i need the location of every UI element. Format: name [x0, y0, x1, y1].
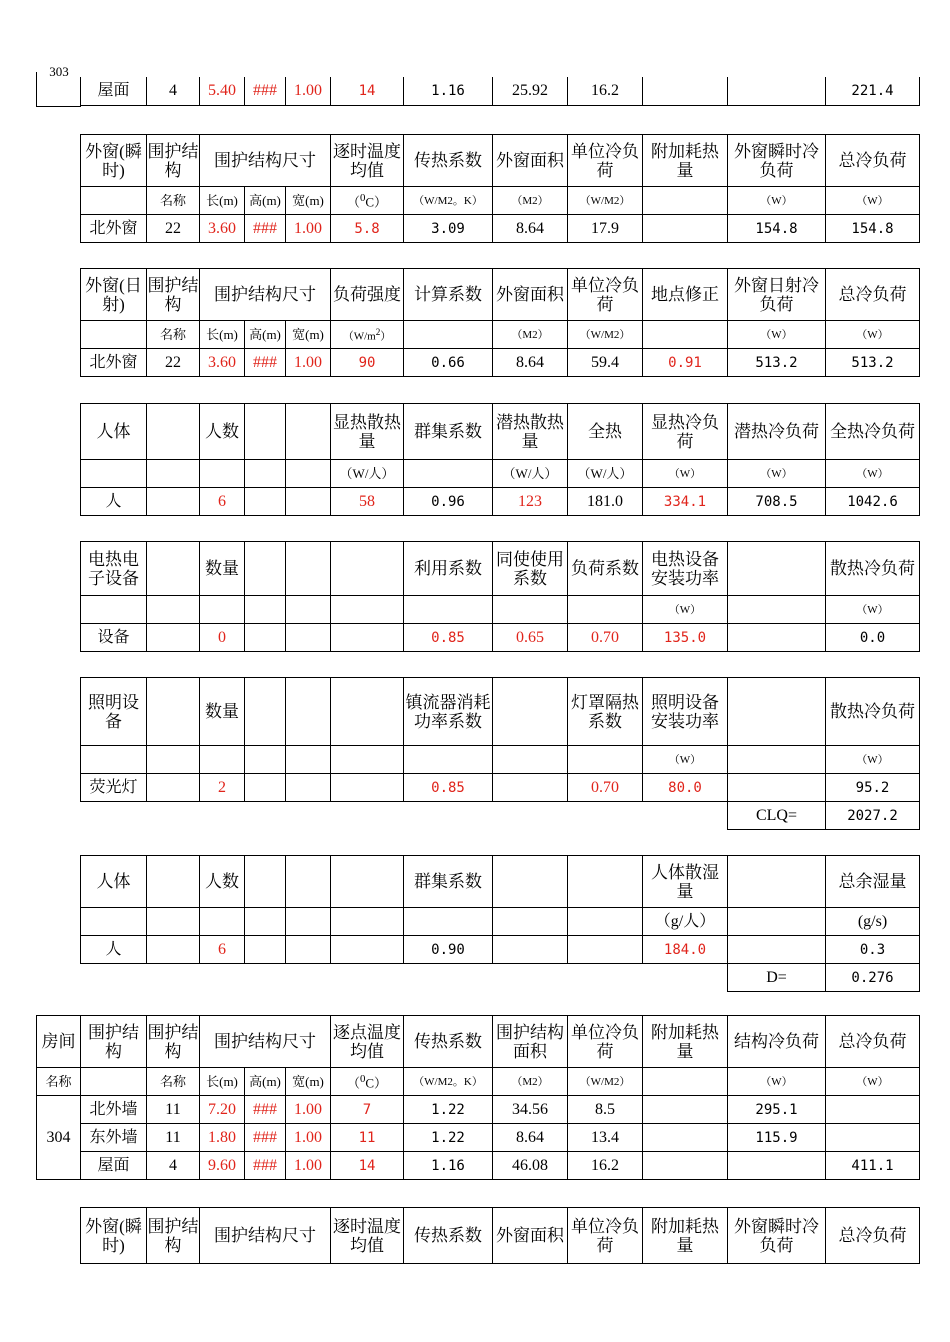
unit-cooling-load: 16.2	[568, 77, 643, 105]
header-load-intensity: 负荷强度	[331, 269, 404, 321]
window-instant-load: 154.8	[728, 215, 826, 243]
structure-code: 4	[147, 1152, 200, 1180]
unit-temperature: （$^0$C）	[331, 187, 404, 215]
header-row	[81, 678, 920, 746]
extra-heat	[643, 77, 728, 105]
header-window-instant-load: 外窗瞬时冷负荷	[728, 135, 826, 187]
unit-w: （W）	[826, 746, 920, 774]
heat-transfer-coefficient: 1.22	[404, 1124, 493, 1152]
window-instant-2-table	[80, 1207, 920, 1264]
clq-row	[81, 802, 920, 830]
extra-heat	[643, 1152, 728, 1180]
structure-code: 11	[147, 1096, 200, 1124]
units-row	[81, 187, 920, 215]
header-unit-load: 单位冷负荷	[568, 269, 643, 321]
unit-unit-load: （W/M2）	[568, 321, 643, 349]
unit-w: （W）	[643, 596, 728, 624]
unit-cooling-load: 16.2	[568, 1152, 643, 1180]
header-row	[81, 135, 920, 187]
units-row	[81, 746, 920, 774]
window-solar-load: 513.2	[728, 349, 826, 377]
header-total-load: 总冷负荷	[826, 1016, 920, 1068]
structure-code: 4	[147, 77, 200, 105]
unit-k: （W/M2。K）	[404, 187, 493, 215]
unit-w: （W）	[728, 187, 826, 215]
unit-area: （M2）	[493, 187, 568, 215]
d-row	[81, 964, 920, 992]
window-solar-table	[80, 268, 920, 377]
temperature-value: 7	[331, 1096, 404, 1124]
header-row	[81, 269, 920, 321]
header-total-load: 总冷负荷	[826, 1208, 920, 1264]
window-instant-block	[80, 134, 920, 243]
table-row	[81, 774, 920, 802]
table-row	[81, 488, 920, 516]
header-structure-size: 围护结构尺寸	[200, 135, 331, 187]
room-number: 304	[37, 1096, 81, 1180]
unit-length: 长(m)	[200, 321, 245, 349]
area-value: 46.08	[493, 1152, 568, 1180]
header-latent-heat: 潜热散热量	[493, 404, 568, 460]
unit-w: （W）	[826, 460, 920, 488]
header-heat-transfer: 传热系数	[404, 1016, 493, 1068]
header-structure-load: 结构冷负荷	[728, 1016, 826, 1068]
unit-per-person: （W/人）	[568, 460, 643, 488]
temperature-value: 14	[331, 1152, 404, 1180]
extra-heat	[643, 215, 728, 243]
units-row	[81, 321, 920, 349]
height-value: ###	[245, 1152, 286, 1180]
d-label: D=	[728, 964, 826, 992]
header-window-area: 外窗面积	[493, 135, 568, 187]
heat-transfer-coefficient: 3.09	[404, 215, 493, 243]
ballast-coef-value: 0.85	[404, 774, 493, 802]
header-structure-size: 围护结构尺寸	[200, 1016, 331, 1068]
length-value: 3.60	[200, 349, 245, 377]
header-temperature: 逐时温度均值	[331, 135, 404, 187]
header-count: 数量	[200, 678, 245, 746]
simultaneous-coef-value: 0.65	[493, 624, 568, 652]
sensible-heat-value: 58	[331, 488, 404, 516]
people-count: 6	[200, 488, 245, 516]
unit-height: 高(m)	[245, 187, 286, 215]
installed-power-value: 135.0	[643, 624, 728, 652]
structure-code: 22	[147, 215, 200, 243]
structure-name: 屋面	[81, 77, 147, 105]
header-structure: 围护结构	[147, 269, 200, 321]
header-total-moisture: 总余湿量	[826, 856, 920, 908]
width-value: 1.00	[286, 1124, 331, 1152]
total-cooling-load: 154.8	[826, 215, 920, 243]
heat-transfer-coefficient: 1.22	[404, 1096, 493, 1124]
humidity-block	[80, 855, 920, 992]
units-row	[81, 908, 920, 936]
temperature-value: 5.8	[331, 215, 404, 243]
height-value: ###	[245, 77, 286, 105]
structure-name: 北外墙	[81, 1096, 147, 1124]
cluster-coef-value: 0.96	[404, 488, 493, 516]
total-cooling-load: 411.1	[826, 1152, 920, 1180]
people-count: 6	[200, 936, 245, 964]
structure-name: 东外墙	[81, 1124, 147, 1152]
header-heat-transfer: 传热系数	[404, 1208, 493, 1264]
header-latent-load: 潜热冷负荷	[728, 404, 826, 460]
table-row	[81, 77, 920, 105]
header-row	[37, 1016, 920, 1068]
header-window-instant: 外窗(瞬时)	[81, 135, 147, 187]
unit-temperature: （$^0$C）	[331, 1068, 404, 1096]
shade-coef-value: 0.70	[568, 774, 643, 802]
height-value: ###	[245, 1096, 286, 1124]
header-sensible-heat: 显热散热量	[331, 404, 404, 460]
header-equipment: 电热电子设备	[81, 542, 147, 596]
people-label: 人	[81, 488, 147, 516]
header-window-instant-load: 外窗瞬时冷负荷	[728, 1208, 826, 1264]
temperature-value: 14	[331, 77, 404, 105]
width-value: 1.00	[286, 1096, 331, 1124]
height-value: ###	[245, 349, 286, 377]
lighting-table	[80, 677, 920, 830]
room-303-roof-row-block	[80, 77, 920, 106]
unit-height: 高(m)	[245, 1068, 286, 1096]
unit-load-intensity: $(W/m^2)$	[331, 321, 404, 349]
structure-load	[728, 77, 826, 105]
header-total-load: 总冷负荷	[826, 269, 920, 321]
unit-cooling-load: 17.9	[568, 215, 643, 243]
full-load-value: 1042.6	[826, 488, 920, 516]
header-structure-size: 围护结构尺寸	[200, 1208, 331, 1264]
table-row	[37, 1152, 920, 1180]
unit-w: （W）	[728, 321, 826, 349]
header-row	[81, 1208, 920, 1264]
heat-load-value: 95.2	[826, 774, 920, 802]
structure-load: 295.1	[728, 1096, 826, 1124]
header-structure: 围护结构	[147, 135, 200, 187]
load-coef-value: 0.70	[568, 624, 643, 652]
d-value: 0.276	[826, 964, 920, 992]
width-value: 1.00	[286, 215, 331, 243]
header-moisture: 人体散湿量	[643, 856, 728, 908]
header-full-heat: 全热	[568, 404, 643, 460]
header-row	[81, 542, 920, 596]
header-full-load: 全热冷负荷	[826, 404, 920, 460]
unit-unit-load: （W/M2）	[568, 187, 643, 215]
structure-code: 22	[147, 349, 200, 377]
header-sensible-load: 显热冷负荷	[643, 404, 728, 460]
header-people: 人体	[81, 404, 147, 460]
width-value: 1.00	[286, 1152, 331, 1180]
equipment-table	[80, 541, 920, 652]
unit-cooling-load: 13.4	[568, 1124, 643, 1152]
height-value: ###	[245, 1124, 286, 1152]
sensible-load-value: 334.1	[643, 488, 728, 516]
structure-name: 北外窗	[81, 215, 147, 243]
header-location-correction: 地点修正	[643, 269, 728, 321]
unit-width: 宽(m)	[286, 187, 331, 215]
unit-width: 宽(m)	[286, 1068, 331, 1096]
room-304-block	[36, 1015, 920, 1180]
header-simultaneous-coef: 同使使用系数	[493, 542, 568, 596]
room-303-roof-table	[80, 77, 920, 106]
unit-w: （W）	[643, 460, 728, 488]
total-cooling-load: 221.4	[826, 77, 920, 105]
temperature-value: 11	[331, 1124, 404, 1152]
window-area: 8.64	[493, 349, 568, 377]
full-heat-value: 181.0	[568, 488, 643, 516]
header-structure: 围护结构	[147, 1208, 200, 1264]
clq-value: 2027.2	[826, 802, 920, 830]
header-use-coef: 利用系数	[404, 542, 493, 596]
total-cooling-load	[826, 1096, 920, 1124]
header-cluster-coef: 群集系数	[404, 404, 493, 460]
use-coef-value: 0.85	[404, 624, 493, 652]
total-moisture-value: 0.3	[826, 936, 920, 964]
unit-w: （W）	[728, 1068, 826, 1096]
header-structure: 围护结构	[147, 1016, 200, 1068]
equipment-block	[80, 541, 920, 652]
installed-power-value: 80.0	[643, 774, 728, 802]
header-window-area: 外窗面积	[493, 1208, 568, 1264]
people-load-block	[80, 403, 920, 516]
structure-load	[728, 1152, 826, 1180]
length-value: 1.80	[200, 1124, 245, 1152]
clq-label: CLQ=	[728, 802, 826, 830]
header-calc-coef: 计算系数	[404, 269, 493, 321]
structure-name: 屋面	[81, 1152, 147, 1180]
header-installed-power: 照明设备安装功率	[643, 678, 728, 746]
units-row	[37, 1068, 920, 1096]
header-count: 人数	[200, 856, 245, 908]
people-load-table	[80, 403, 920, 516]
humidity-table	[80, 855, 920, 992]
unit-w: （W）	[643, 746, 728, 774]
window-instant-2-block	[80, 1207, 920, 1264]
units-row	[81, 460, 920, 488]
unit-w: （W）	[826, 187, 920, 215]
unit-w: （W）	[826, 1068, 920, 1096]
unit-name: 名称	[147, 187, 200, 215]
unit-name: 名称	[147, 321, 200, 349]
header-extra-heat: 附加耗热量	[643, 1208, 728, 1264]
length-value: 3.60	[200, 215, 245, 243]
header-enclosure: 围护结构	[81, 1016, 147, 1068]
unit-length: 长(m)	[200, 1068, 245, 1096]
header-unit-load: 单位冷负荷	[568, 1208, 643, 1264]
table-row	[81, 215, 920, 243]
length-value: 7.20	[200, 1096, 245, 1124]
header-extra-heat: 附加耗热量	[643, 1016, 728, 1068]
cluster-coef-value: 0.90	[404, 936, 493, 964]
structure-name: 北外窗	[81, 349, 147, 377]
unit-height: 高(m)	[245, 321, 286, 349]
extra-heat	[643, 1096, 728, 1124]
heat-load-value: 0.0	[826, 624, 920, 652]
load-intensity: 90	[331, 349, 404, 377]
calc-coef: 0.66	[404, 349, 493, 377]
table-row	[37, 1096, 920, 1124]
unit-g-per-person: （g/人）	[643, 908, 728, 936]
width-value: 1.00	[286, 349, 331, 377]
structure-code: 11	[147, 1124, 200, 1152]
header-people: 人体	[81, 856, 147, 908]
window-solar-block	[80, 268, 920, 377]
location-correction: 0.91	[643, 349, 728, 377]
header-load-coef: 负荷系数	[568, 542, 643, 596]
unit-k: （W/M2。K）	[404, 1068, 493, 1096]
units-row	[81, 596, 920, 624]
header-total-load: 总冷负荷	[826, 135, 920, 187]
equipment-count: 0	[200, 624, 245, 652]
unit-length: 长(m)	[200, 187, 245, 215]
unit-w: （W）	[826, 321, 920, 349]
unit-per-person: （W/人）	[331, 460, 404, 488]
latent-heat-value: 123	[493, 488, 568, 516]
length-value: 9.60	[200, 1152, 245, 1180]
header-temperature: 逐时温度均值	[331, 1208, 404, 1264]
total-cooling-load: 513.2	[826, 349, 920, 377]
room-cell-303: 303	[36, 72, 81, 107]
unit-area: （M2）	[493, 1068, 568, 1096]
lighting-label: 荧光灯	[81, 774, 147, 802]
heat-transfer-coefficient: 1.16	[404, 1152, 493, 1180]
header-ballast-coef: 镇流器消耗功率系数	[404, 678, 493, 746]
window-area: 8.64	[493, 215, 568, 243]
header-lighting: 照明设备	[81, 678, 147, 746]
people-label: 人	[81, 936, 147, 964]
header-heat-load: 散热冷负荷	[826, 678, 920, 746]
header-count: 数量	[200, 542, 245, 596]
header-heat-transfer: 传热系数	[404, 135, 493, 187]
area-value: 34.56	[493, 1096, 568, 1124]
header-cluster-coef: 群集系数	[404, 856, 493, 908]
header-row	[81, 404, 920, 460]
table-row	[81, 936, 920, 964]
header-extra-heat: 附加耗热量	[643, 135, 728, 187]
unit-cooling-load: 8.5	[568, 1096, 643, 1124]
header-row	[81, 856, 920, 908]
unit-w: （W）	[728, 460, 826, 488]
room-304-table	[36, 1015, 920, 1180]
lighting-count: 2	[200, 774, 245, 802]
latent-load-value: 708.5	[728, 488, 826, 516]
header-structure-size: 围护结构尺寸	[200, 269, 331, 321]
width-value: 1.00	[286, 77, 331, 105]
unit-name: 名称	[37, 1068, 81, 1096]
window-instant-table	[80, 134, 920, 243]
header-window-instant: 外窗(瞬时)	[81, 1208, 147, 1264]
table-row	[81, 349, 920, 377]
unit-width: 宽(m)	[286, 321, 331, 349]
lighting-block	[80, 677, 920, 830]
header-count: 人数	[200, 404, 245, 460]
height-value: ###	[245, 215, 286, 243]
unit-name: 名称	[147, 1068, 200, 1096]
header-window-solar: 外窗(日射)	[81, 269, 147, 321]
unit-unit-load: （W/M2）	[568, 1068, 643, 1096]
header-window-solar-load: 外窗日射冷负荷	[728, 269, 826, 321]
equipment-label: 设备	[81, 624, 147, 652]
unit-cooling-load: 59.4	[568, 349, 643, 377]
area-value: 25.92	[493, 77, 568, 105]
header-window-area: 外窗面积	[493, 269, 568, 321]
unit-per-person: （W/人）	[493, 460, 568, 488]
header-unit-load: 单位冷负荷	[568, 1016, 643, 1068]
header-room: 房间	[37, 1016, 81, 1068]
extra-heat	[643, 1124, 728, 1152]
header-structure-area: 围护结构面积	[493, 1016, 568, 1068]
moisture-value: 184.0	[643, 936, 728, 964]
header-unit-load: 单位冷负荷	[568, 135, 643, 187]
header-shade-coef: 灯罩隔热系数	[568, 678, 643, 746]
unit-g-per-second: (g/s)	[826, 908, 920, 936]
heat-transfer-coefficient: 1.16	[404, 77, 493, 105]
header-temperature: 逐点温度均值	[331, 1016, 404, 1068]
table-row	[81, 624, 920, 652]
unit-w: （W）	[826, 596, 920, 624]
unit-area: （M2）	[493, 321, 568, 349]
table-row	[37, 1124, 920, 1152]
structure-load: 115.9	[728, 1124, 826, 1152]
header-heat-load: 散热冷负荷	[826, 542, 920, 596]
header-installed-power: 电热设备安装功率	[643, 542, 728, 596]
total-cooling-load	[826, 1124, 920, 1152]
length-value: 5.40	[200, 77, 245, 105]
area-value: 8.64	[493, 1124, 568, 1152]
